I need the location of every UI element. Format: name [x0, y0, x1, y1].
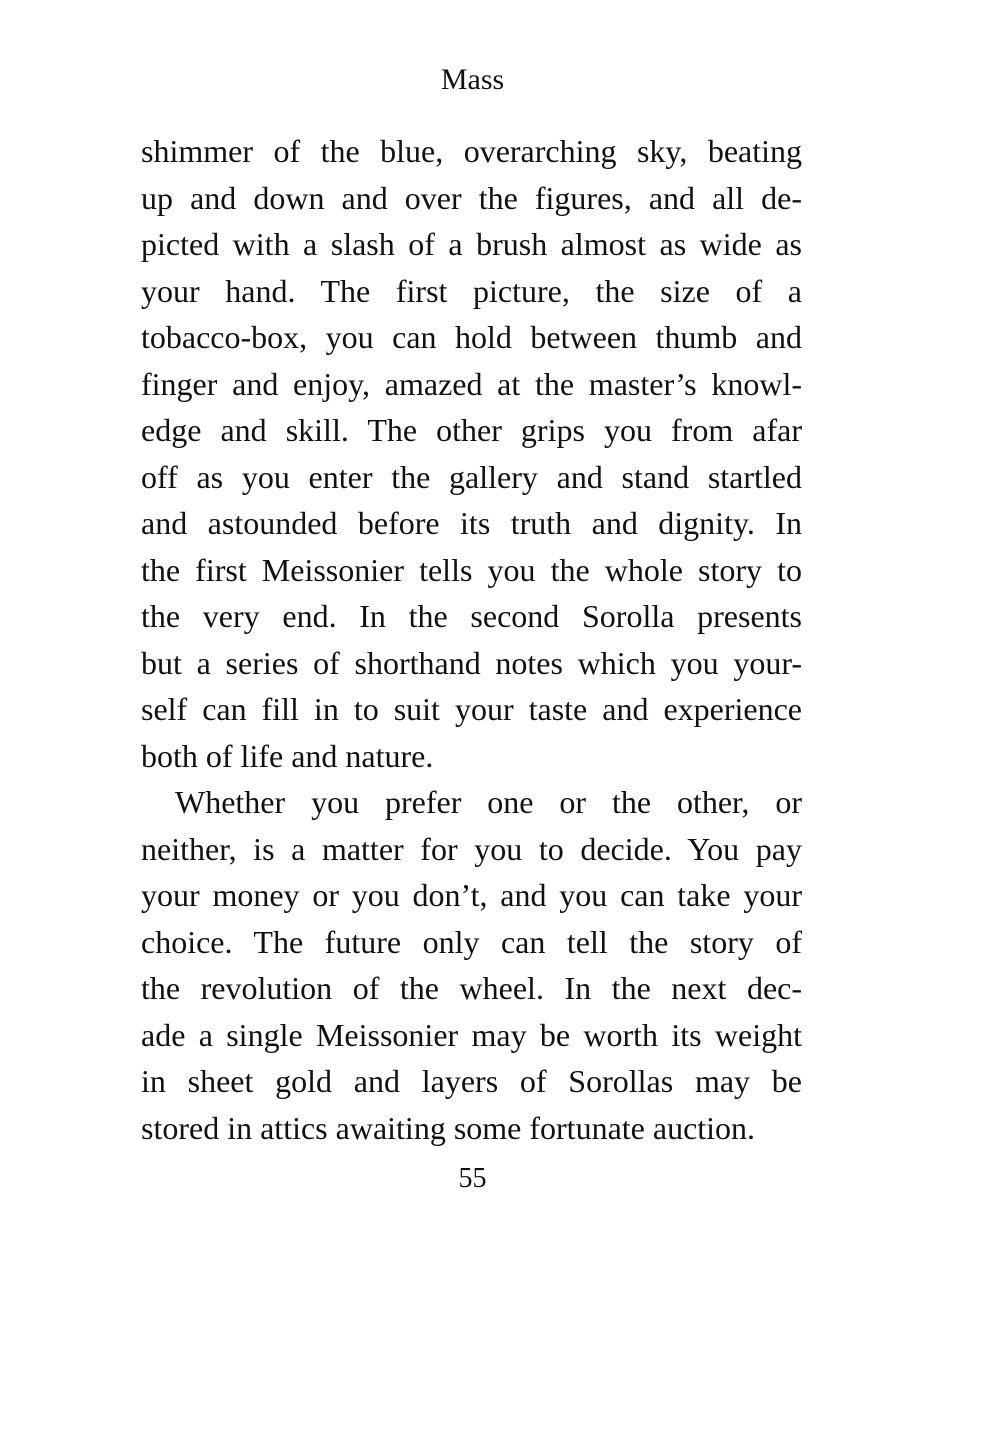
text-line: choice. The future only can tell the story of [141, 923, 802, 960]
text-line: finger and enjoy, amazed at the master’s knowl- [141, 365, 802, 402]
text-line: and astounded before its truth and dignity. In [141, 505, 802, 541]
paragraph [141, 779, 802, 1151]
text-line: picted with a slash of a brush almost as wide as [141, 226, 802, 262]
running-head: Mass [440, 63, 505, 96]
text-line: both of life and nature. [141, 737, 434, 774]
page-number: 55 [458, 1163, 487, 1194]
body-text [141, 128, 802, 1151]
text-line: neither, is a matter for you to decide. You pay [141, 830, 802, 867]
text-line: edge and skill. The other grips you from afar [141, 412, 802, 448]
paragraph [141, 128, 802, 779]
text-line: stored in attics awaiting some fortunate auction. [141, 1109, 756, 1146]
text-line: in sheet gold and layers of Sorollas may be [141, 1063, 802, 1099]
text-line: the first Meissonier tells you the whole story to [141, 551, 802, 588]
text-line: the revolution of the wheel. In the next dec- [141, 970, 802, 1006]
text-line: ade a single Meissonier may be worth its weight [141, 1016, 802, 1053]
text-line: self can fill in to suit your taste and experience [141, 691, 802, 727]
text-line: up and down and over the figures, and all de- [141, 179, 802, 216]
text-line: off as you enter the gallery and stand startled [141, 458, 802, 495]
text-line: Whether you prefer one or the other, or [175, 784, 802, 820]
text-line: tobacco-box, you can hold between thumb and [141, 319, 802, 355]
text-line: the very end. In the second Sorolla presents [141, 598, 802, 634]
text-line: shimmer of the blue, overarching sky, beating [141, 133, 802, 169]
text-line: your money or you don’t, and you can take your [141, 877, 802, 913]
text-line: but a series of shorthand notes which you your- [141, 644, 802, 681]
text-line: your hand. The first picture, the size of a [141, 272, 802, 309]
